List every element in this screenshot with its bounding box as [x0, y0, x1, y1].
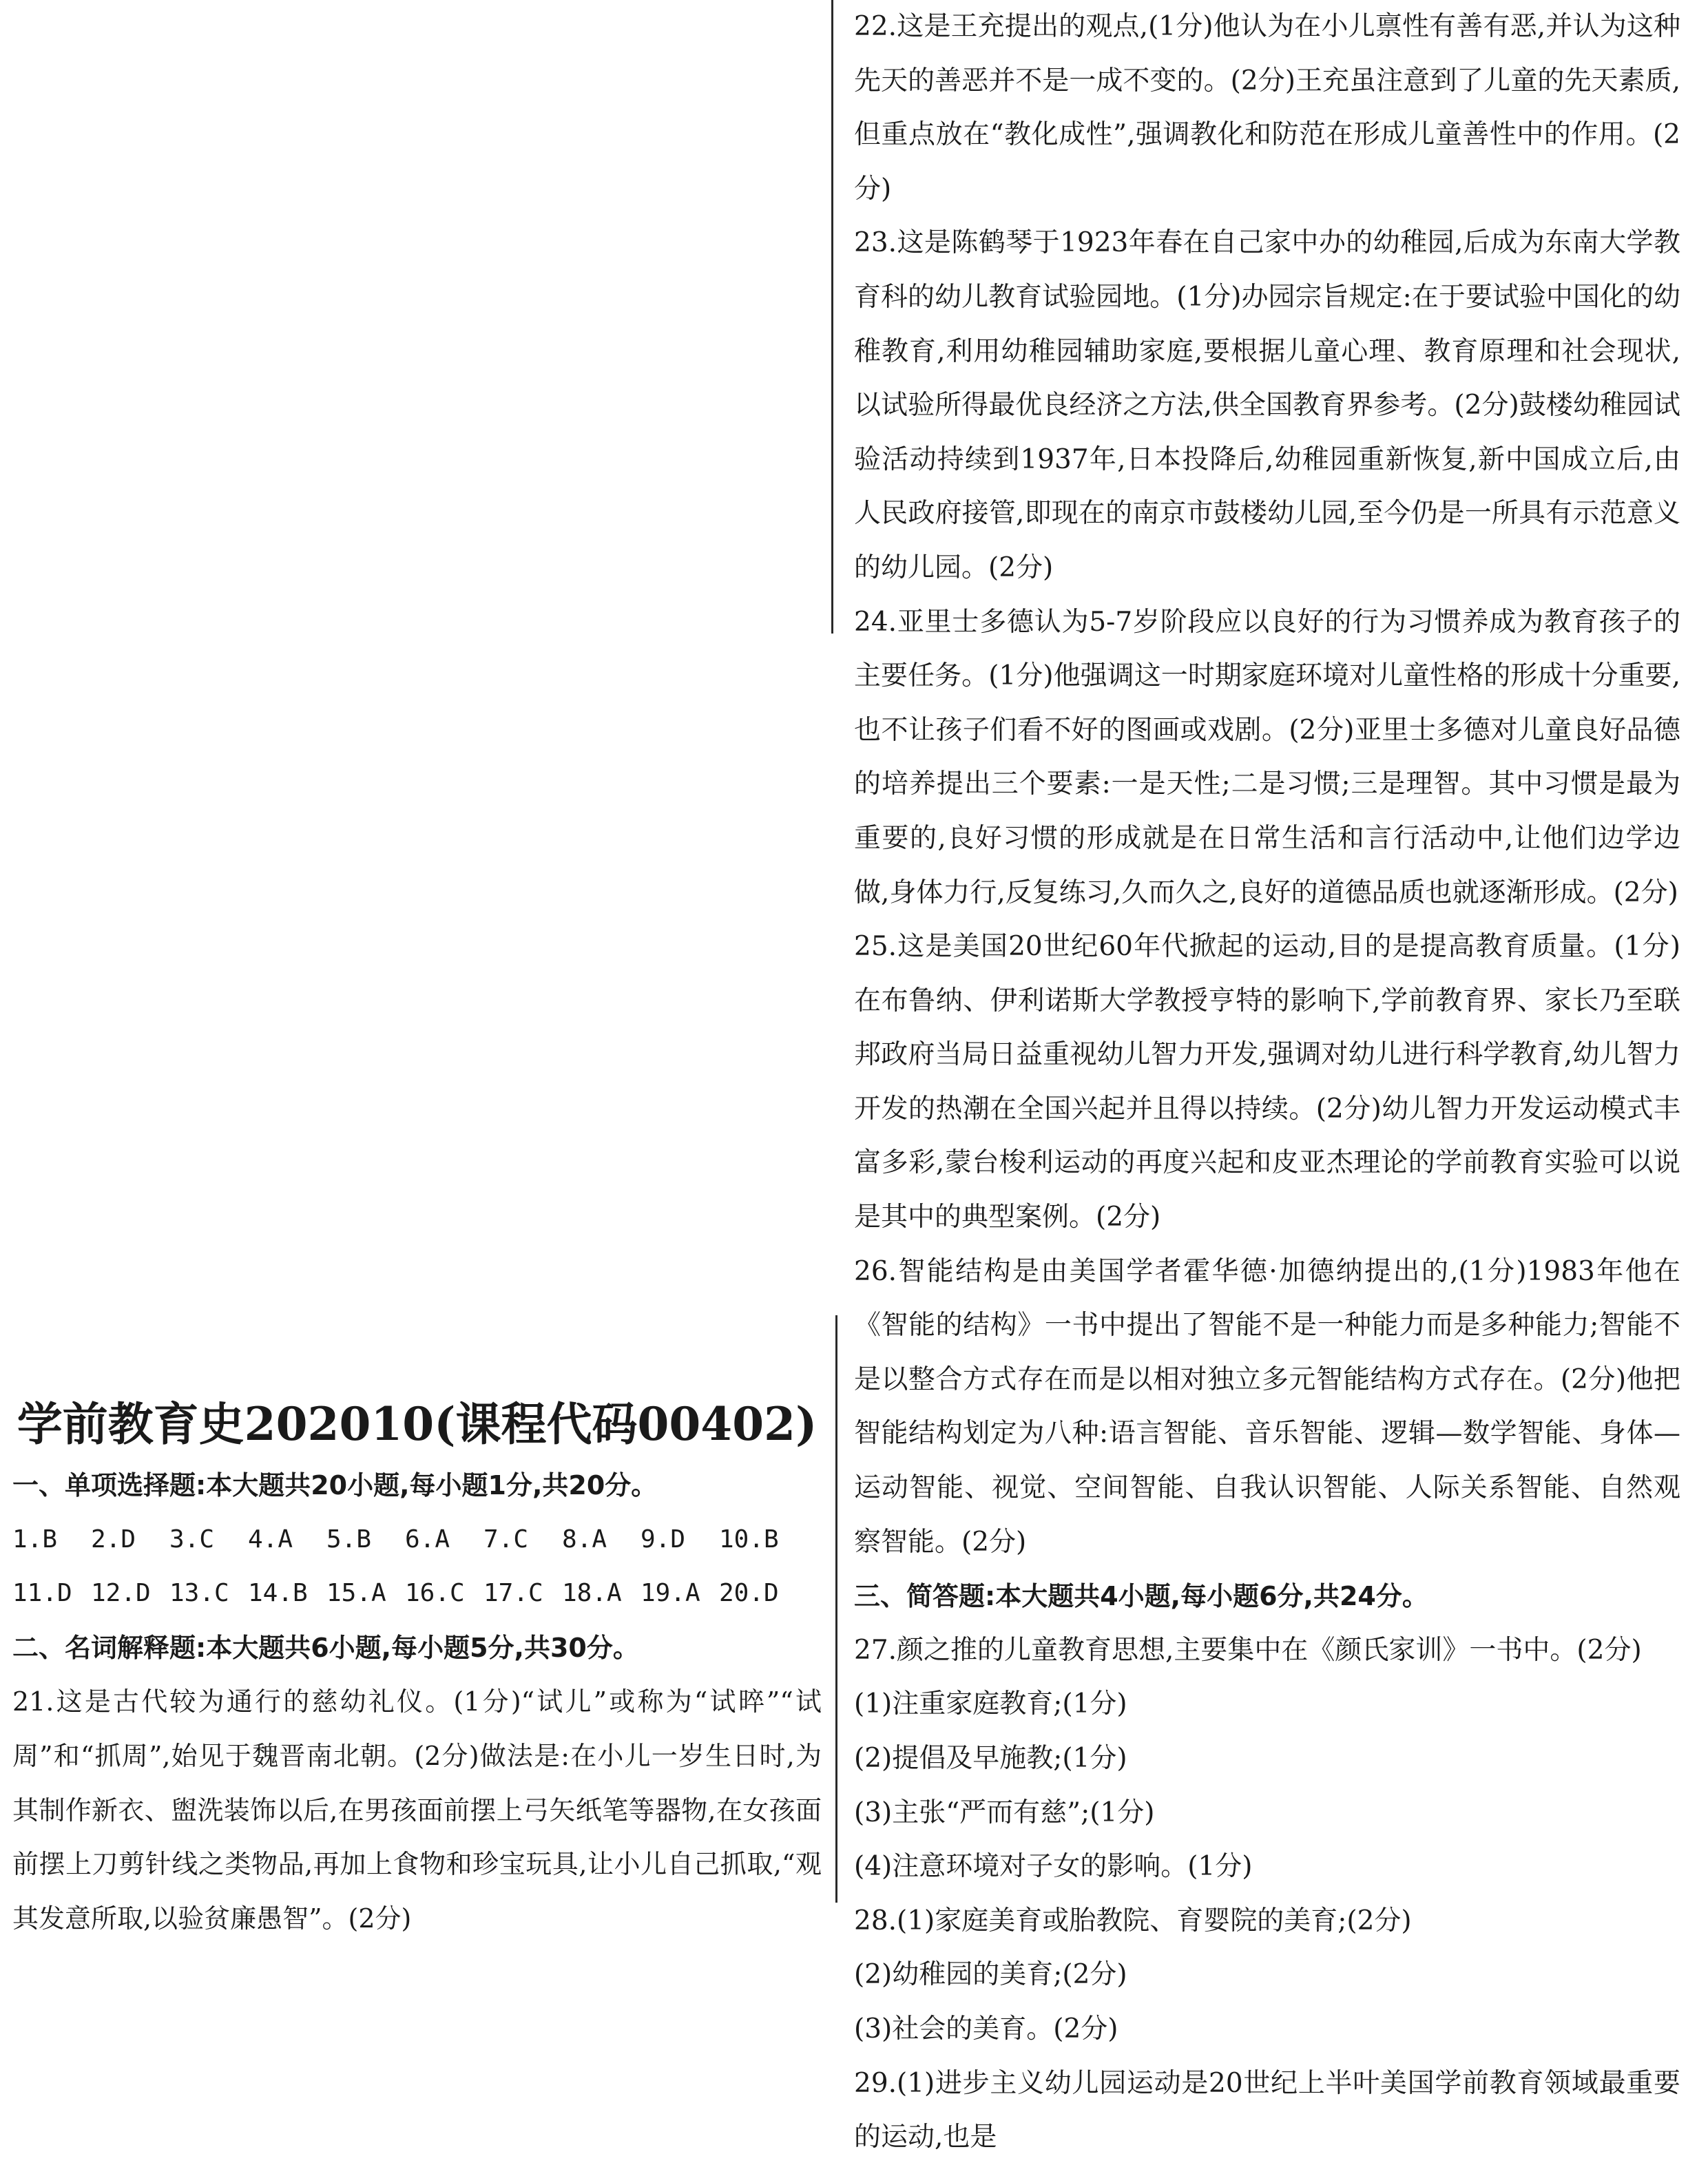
answer-key-item: 18.A — [562, 1579, 622, 1608]
answer-21: 21.这是古代较为通行的慈幼礼仪。(1分)“试儿”或称为“试晬”“试周”和“抓周”,始见于魏晋南北朝。(2分)做法是:在小儿一岁生日时,为其制作新衣、盥洗装饰以后,在男孩面前摆上弓矢纸笔等器物,在女孩面前摆上刀剪针线之类物品,再加上食物和珍宝玩具,让小儿自己抓取,“观其发意所取,以验贫廉愚智”。(2分) — [12, 1686, 822, 1934]
document-title: 学前教育史202010(课程代码00402) — [17, 1397, 817, 1451]
answer-key-item: 2.D — [91, 1525, 136, 1554]
answer-26: 26.智能结构是由美国学者霍华德·加德纳提出的,(1分)1983年他在《智能的结构》一书中提出了智能不是一种能力而是多种能力;智能不是以整合方式存在而是以相对独立多元智能结构方式存在。(2分)他把智能结构划定为八种:语言智能、音乐智能、逻辑—数学智能、身体—运动智能、视觉、空间智能、自我认识智能、人际关系智能、自然观察智能。(2分) — [854, 1255, 1680, 1558]
answer-key-item: 6.A — [405, 1525, 450, 1554]
answer-key-row-1 — [12, 1513, 822, 1567]
answer-25: 25.这是美国20世纪60年代掀起的运动,目的是提高教育质量。(1分)在布鲁纳、伊利诺斯大学教授亨特的影响下,学前教育界、家长乃至联邦政府当局日益重视幼儿智力开发,强调对幼儿进行科学教育,幼儿智力开发的热潮在全国兴起并且得以持续。(2分)幼儿智力开发运动模式丰富多彩,蒙台梭利运动的再度兴起和皮亚杰理论的学前教育实验可以说是其中的典型案例。(2分) — [854, 931, 1680, 1233]
answer-key-row-2 — [12, 1567, 822, 1621]
section-3-heading: 三、简答题:本大题共4小题,每小题6分,共24分。 — [854, 1581, 1428, 1612]
answer-24: 24.亚里士多德认为5-7岁阶段应以良好的行为习惯养成为教育孩子的主要任务。(1分)他强调这一时期家庭环境对儿童性格的形成十分重要,也不让孩子们看不好的图画或戏剧。(2分)亚里士多德对儿童良好品德的培养提出三个要素:一是天性;二是习惯;三是理智。其中习惯是最为重要的,良好习惯的形成就是在日常生活和言行活动中,让他们边学边做,身体力行,反复练习,久而久之,良好的道德品质也就逐渐形成。(2分) — [854, 606, 1680, 908]
answer-key-item: 16.C — [405, 1579, 465, 1608]
answer-key-item: 3.C — [169, 1525, 215, 1554]
answer-27-intro: 27.颜之推的儿童教育思想,主要集中在《颜氏家训》一书中。(2分) — [854, 1634, 1642, 1666]
answer-key-item: 15.A — [326, 1579, 386, 1608]
answer-27-point: (3)主张“严而有慈”;(1分) — [854, 1797, 1155, 1828]
answer-key-item: 14.B — [248, 1579, 308, 1608]
answer-key-item: 1.B — [12, 1525, 58, 1554]
answer-27-point: (1)注重家庭教育;(1分) — [854, 1688, 1127, 1720]
answer-key-item: 4.A — [248, 1525, 293, 1554]
answer-key-item: 11.D — [12, 1579, 72, 1608]
answer-key-item: 9.D — [640, 1525, 686, 1554]
answer-23: 23.这是陈鹤琴于1923年春在自己家中办的幼稚园,后成为东南大学教育科的幼儿教育试验园地。(1分)办园宗旨规定:在于要试验中国化的幼稚教育,利用幼稚园辅助家庭,要根据儿童心理、教育原理和社会现状,以试验所得最优良经济之方法,供全国教育界参考。(2分)鼓楼幼稚园试验活动持续到1937年,日本投降后,幼稚园重新恢复,新中国成立后,由人民政府接管,即现在的南京市鼓楼幼儿园,至今仍是一所具有示范意义的幼儿园。(2分) — [854, 227, 1680, 583]
answer-key-item: 19.A — [640, 1579, 700, 1608]
answer-key-item: 10.B — [719, 1525, 779, 1554]
answer-27-point: (2)提倡及早施教;(1分) — [854, 1743, 1127, 1774]
answer-key-item: 13.C — [169, 1579, 229, 1608]
section-2-heading: 二、名词解释题:本大题共6小题,每小题5分,共30分。 — [12, 1632, 639, 1663]
answer-22: 22.这是王充提出的观点,(1分)他认为在小儿禀性有善有恶,并认为这种先天的善恶并不是一成不变的。(2分)王充虽注意到了儿童的先天素质,但重点放在“教化成性”,强调教化和防范在形成儿童善性中的作用。(2分) — [854, 11, 1680, 205]
answer-28-point: 28.(1)家庭美育或胎教院、育婴院的美育;(2分) — [854, 1905, 1412, 1936]
answer-29-start: 29.(1)进步主义幼儿园运动是20世纪上半叶美国学前教育领域最重要的运动,也是 — [854, 2067, 1680, 2153]
answer-28-point: (3)社会的美育。(2分) — [854, 2013, 1118, 2044]
answer-key-item: 20.D — [719, 1579, 779, 1608]
column-divider-top — [831, 0, 833, 634]
answer-key-item: 8.A — [562, 1525, 607, 1554]
column-divider-bottom — [835, 1315, 837, 1903]
answer-27-point: (4)注意环境对子女的影响。(1分) — [854, 1851, 1253, 1883]
right-column — [854, 0, 1680, 2165]
left-column — [12, 1391, 822, 1945]
section-1-heading: 一、单项选择题:本大题共20小题,每小题1分,共20分。 — [12, 1470, 658, 1500]
answer-key-item: 5.B — [326, 1525, 372, 1554]
answer-key-item: 7.C — [483, 1525, 529, 1554]
answer-key-item: 12.D — [91, 1579, 151, 1608]
answer-key-item: 17.C — [483, 1579, 543, 1608]
answer-28-point: (2)幼稚园的美育;(2分) — [854, 1959, 1127, 1991]
